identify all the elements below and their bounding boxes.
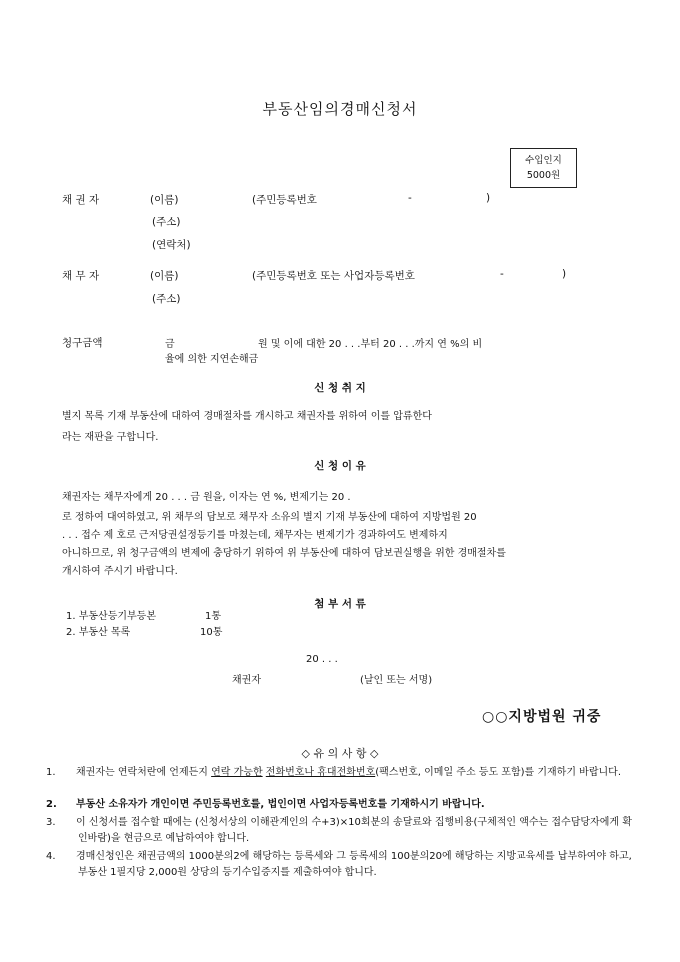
creditor-reg-field[interactable]: (주민등록번호 [252, 194, 317, 206]
reason-line5: 개시하여 주시기 바랍니다. [62, 566, 178, 577]
debtor-label: 채 무 자 [62, 270, 100, 282]
creditor-contact-field[interactable]: (연락처) [152, 239, 191, 251]
notice-item-4: 4. 경매신청인은 채권금액의 1000분의2에 해당하는 등록세와 그 등록세의 100분의20에 해당하는 지방교육세를 납부하여야 하고, 부동산 1필지당 2,000원 상당의 등기수입증지를 제출하여야 합니다. [46, 851, 632, 878]
underlined-text: 연락 가능한 [211, 767, 263, 778]
notice-heading: ◇ 유 의 사 항 ◇ [301, 747, 379, 760]
notice-item-2: 2. 부동산 소유자가 개인이면 주민등록번호를, 법인이면 사업자등록번호를 기재하시기 바랍니다. [62, 797, 638, 813]
revenue-stamp-box [510, 148, 577, 188]
attachments-heading: 첨 부 서 류 [314, 598, 366, 610]
notice-num: 1. [46, 767, 56, 778]
reason-heading: 신 청 이 유 [314, 460, 366, 472]
reason-line2: 로 정하여 대여하였고, 위 채무의 담보로 채무자 소유의 별지 기재 부동산에 대하여 지방법원 20 [62, 512, 477, 523]
filing-date[interactable]: 20 . . . [306, 654, 338, 665]
attachment-count: 1통 [205, 611, 222, 622]
court-addressee: ○○지방법원 귀중 [482, 709, 602, 725]
attachment-item: 1. 부동산등기부등본 [66, 611, 156, 622]
debtor-reg-dash: - [500, 268, 504, 280]
purpose-line2: 라는 재판을 구합니다. [62, 432, 159, 443]
creditor-label: 채 권 자 [62, 194, 100, 206]
notice-num: 3. [46, 817, 56, 828]
claim-label: 청구금액 [62, 337, 103, 349]
signer-label: 채권자 [232, 675, 261, 686]
purpose-heading: 신 청 취 지 [314, 382, 366, 394]
page-title: 부동산임의경매신청서 [262, 100, 418, 118]
stamp-label: 수입인지 [525, 155, 562, 166]
creditor-reg-dash: - [408, 192, 412, 204]
notice-num: 2. [46, 799, 57, 810]
notice-num: 4. [46, 851, 56, 862]
claim-text-line2: 율에 의한 지연손해금 [165, 354, 259, 365]
purpose-line1: 별지 목록 기재 부동산에 대하여 경매절차를 개시하고 채권자를 위하여 이를 압류한다 [62, 411, 432, 422]
debtor-address-field[interactable]: (주소) [152, 293, 181, 305]
creditor-reg-close: ) [486, 192, 491, 204]
creditor-address-field[interactable]: (주소) [152, 216, 181, 228]
debtor-reg-close: ) [562, 268, 567, 280]
debtor-name-field[interactable]: (이름) [150, 270, 179, 282]
notice-item-3: 3. 이 신청서를 접수할 때에는 (신청서상의 이해관계인의 수+3)×10회분의 송달료와 집행비용(구체적인 액수는 접수담당자에게 확인바람)을 현금으로 예납하여야 합니다. [46, 817, 632, 844]
notice-item-1: 1. 채권자는 연락처란에 언제든지 연락 가능한 전화번호나 휴대전화번호(팩스번호, 이메일 주소 등도 포함)를 기재하기 바랍니다. [62, 765, 638, 781]
claim-text-line1: 원 및 이에 대한 20 . . .부터 20 . . .까지 연 %의 비 [258, 339, 483, 350]
attachment-item: 2. 부동산 목록 [66, 627, 131, 638]
signer-seal[interactable]: (날인 또는 서명) [360, 675, 433, 686]
reason-line1: 채권자는 채무자에게 20 . . . 금 원을, 이자는 연 %, 변제기는 20 . [62, 492, 351, 503]
debtor-reg-field[interactable]: (주민등록번호 또는 사업자등록번호 [252, 270, 415, 282]
attachment-count: 10통 [200, 627, 223, 638]
stamp-amount: 5000원 [526, 170, 561, 181]
creditor-name-field[interactable]: (이름) [150, 194, 179, 206]
reason-line3: . . . 접수 제 호로 근저당권설정등기를 마쳤는데, 채무자는 변제기가 경과하여도 변제하지 [62, 530, 448, 541]
reason-line4: 아니하므로, 위 청구금액의 변제에 충당하기 위하여 위 부동산에 대하여 담보권실행을 위한 경매절차를 [62, 548, 506, 559]
underlined-text: 전화번호나 휴대전화번호 [265, 767, 376, 778]
claim-gold: 금 [165, 339, 175, 350]
